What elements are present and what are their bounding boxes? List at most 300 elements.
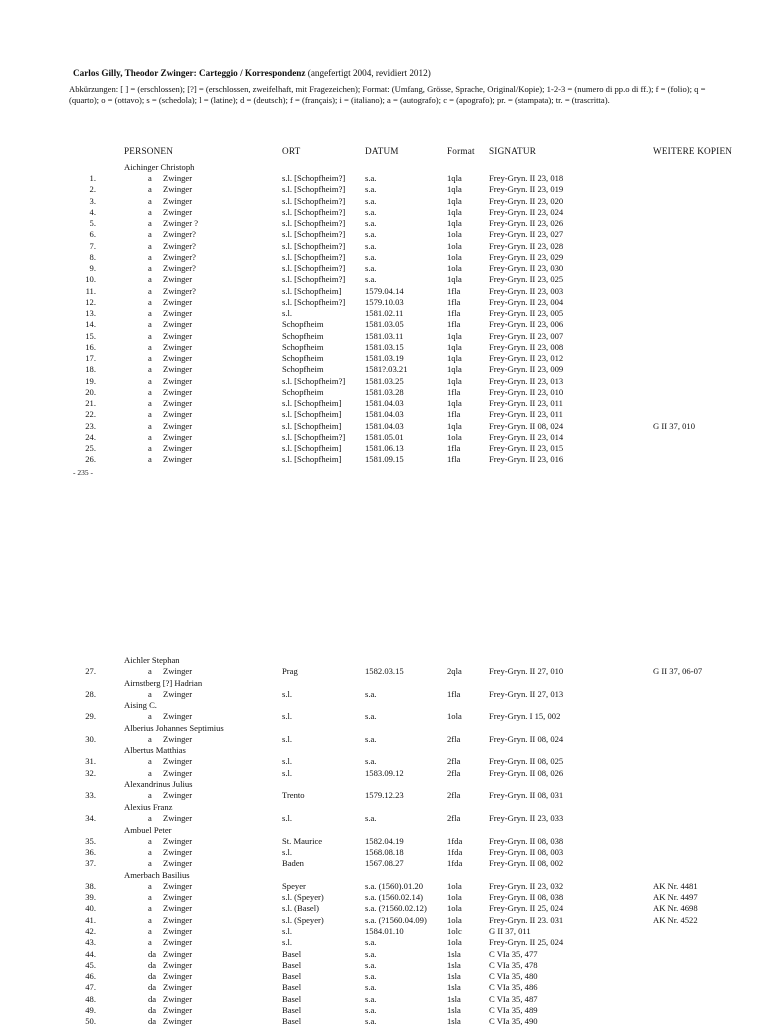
date-cell: 1584.01.10 bbox=[365, 925, 404, 936]
signature-cell: Frey-Gryn. II 23, 020 bbox=[489, 195, 564, 206]
place-cell: Basel bbox=[282, 1005, 302, 1015]
table-row bbox=[0, 229, 768, 240]
table-row bbox=[0, 421, 768, 432]
table-row bbox=[0, 892, 768, 903]
signature-cell: Frey-Gryn. II 23, 011 bbox=[489, 398, 563, 408]
signature-cell: Frey-Gryn. II 23, 005 bbox=[489, 308, 564, 318]
recipient: Zwinger bbox=[163, 903, 193, 914]
table-row bbox=[0, 331, 768, 342]
table-row bbox=[0, 454, 768, 465]
entry-number: 10. bbox=[85, 274, 96, 285]
date-cell: 1581.02.11 bbox=[365, 308, 404, 318]
table-row bbox=[0, 813, 768, 824]
entry-number: 27. bbox=[85, 666, 96, 676]
place-cell: s.l. bbox=[282, 937, 293, 948]
recipient: Zwinger bbox=[163, 330, 193, 341]
table-row bbox=[0, 218, 768, 229]
signature-cell: Frey-Gryn. II 23, 033 bbox=[489, 812, 564, 823]
format-cell: 2fla bbox=[447, 790, 461, 801]
place-cell: s.l. [Schopfheim?] bbox=[282, 296, 346, 307]
format-cell: 1fla bbox=[447, 443, 461, 453]
date-cell: s.a. bbox=[365, 274, 377, 285]
format-cell: 1ola bbox=[447, 880, 462, 891]
table-row bbox=[0, 196, 768, 207]
place-cell: s.l. bbox=[282, 711, 293, 722]
date-cell: s.a. bbox=[365, 229, 377, 240]
date-cell: 1568.08.18 bbox=[365, 846, 404, 857]
place-cell: s.l. bbox=[282, 812, 293, 823]
date-cell: s.a. bbox=[365, 733, 377, 744]
date-cell: 1581.06.13 bbox=[365, 443, 404, 453]
recipient-prefix: a bbox=[148, 251, 152, 262]
signature-cell: Frey-Gryn. II 23, 025 bbox=[489, 274, 564, 285]
column-header-ort: ORT bbox=[282, 146, 301, 156]
entry-number: 8. bbox=[89, 251, 96, 262]
format-cell: 1ola bbox=[447, 892, 462, 902]
recipient-prefix: a bbox=[148, 274, 152, 285]
format-cell: 1ola bbox=[447, 937, 462, 948]
date-cell: s.a. bbox=[365, 173, 377, 183]
table-row bbox=[0, 994, 768, 1005]
format-cell: 1ola bbox=[447, 263, 462, 273]
table-row bbox=[0, 1016, 768, 1027]
entry-number: 38. bbox=[85, 880, 96, 891]
date-cell: s.a. bbox=[365, 971, 377, 982]
date-cell: s.a. bbox=[365, 263, 377, 273]
place-cell: St. Maurice bbox=[282, 835, 323, 846]
recipient: Zwinger? bbox=[163, 251, 196, 262]
date-cell: 1581.03.28 bbox=[365, 386, 404, 397]
format-cell: 1ola bbox=[447, 914, 462, 925]
table-row bbox=[0, 286, 768, 297]
format-cell: 1ola bbox=[447, 431, 462, 442]
table-row bbox=[0, 689, 768, 700]
recipient: Zwinger bbox=[163, 409, 193, 420]
date-cell: 1579.10.03 bbox=[365, 296, 404, 307]
signature-cell: Frey-Gryn. II 08, 038 bbox=[489, 892, 564, 902]
page-number: - 235 - bbox=[73, 468, 93, 477]
recipient-prefix: a bbox=[148, 296, 152, 307]
table-row bbox=[0, 297, 768, 308]
place-cell: s.l. [Schopfheim?] bbox=[282, 229, 346, 240]
recipient: Zwinger bbox=[163, 386, 193, 397]
place-cell: s.l. [Schopfheim?] bbox=[282, 431, 346, 442]
entry-number: 29. bbox=[85, 711, 96, 722]
recipient-prefix: da bbox=[148, 959, 157, 970]
copies-cell: AK Nr. 4481 bbox=[653, 880, 698, 891]
format-cell: 1ola bbox=[447, 229, 462, 240]
recipient: Zwinger bbox=[163, 420, 193, 431]
format-cell: 1fla bbox=[447, 308, 461, 318]
format-cell: 1ola bbox=[447, 251, 462, 262]
format-cell: 1ola bbox=[447, 240, 462, 251]
recipient: Zwinger ? bbox=[163, 218, 199, 228]
recipient: Zwinger bbox=[163, 948, 193, 959]
entry-number: 11. bbox=[85, 285, 96, 296]
recipient-prefix: a bbox=[148, 375, 152, 386]
recipient: Zwinger bbox=[163, 959, 193, 970]
recipient: Zwinger bbox=[163, 688, 193, 699]
place-cell: s.l. bbox=[282, 767, 293, 778]
entry-number: 42. bbox=[85, 925, 96, 936]
format-cell: 1sla bbox=[447, 971, 461, 982]
format-cell: 1fla bbox=[447, 296, 461, 307]
entry-number: 41. bbox=[85, 914, 96, 925]
recipient-prefix: da bbox=[148, 982, 157, 993]
recipient: Zwinger bbox=[163, 835, 193, 846]
recipient-prefix: a bbox=[148, 386, 152, 397]
table-row bbox=[0, 666, 768, 677]
recipient-prefix: a bbox=[148, 431, 152, 442]
table-row bbox=[0, 241, 768, 252]
format-cell: 1sla bbox=[447, 1016, 461, 1027]
date-cell: s.a. (?1560.04.09) bbox=[365, 914, 427, 925]
place-cell: Schopfheim bbox=[282, 364, 324, 375]
recipient: Zwinger bbox=[163, 858, 193, 869]
column-header-signatur: SIGNATUR bbox=[489, 146, 537, 156]
recipient-prefix: a bbox=[148, 846, 152, 857]
format-cell: 1qla bbox=[447, 206, 462, 217]
signature-cell: Frey-Gryn. II 23, 019 bbox=[489, 184, 564, 195]
signature-cell: C VIa 35, 480 bbox=[489, 971, 538, 982]
place-cell: Basel bbox=[282, 1016, 302, 1027]
table-row bbox=[0, 443, 768, 454]
recipient: Zwinger bbox=[163, 812, 193, 823]
signature-cell: Frey-Gryn. II 08, 024 bbox=[489, 733, 564, 744]
date-cell: s.a. bbox=[365, 688, 377, 699]
format-cell: 1qla bbox=[447, 341, 462, 352]
signature-cell: C VIa 35, 477 bbox=[489, 948, 538, 959]
table-row bbox=[0, 398, 768, 409]
table-row bbox=[0, 308, 768, 319]
place-cell: Basel bbox=[282, 982, 302, 993]
date-cell: 1581.03.15 bbox=[365, 341, 404, 352]
recipient-prefix: a bbox=[148, 285, 152, 296]
signature-cell: Frey-Gryn. II 25, 024 bbox=[489, 937, 564, 948]
date-cell: 1581?.03.21 bbox=[365, 364, 408, 375]
date-cell: s.a. bbox=[365, 1016, 377, 1027]
format-cell: 1qla bbox=[447, 330, 462, 341]
entry-number: 46. bbox=[85, 971, 96, 982]
table-row bbox=[0, 319, 768, 330]
table-row bbox=[0, 903, 768, 914]
place-cell: Prag bbox=[282, 666, 298, 676]
recipient-prefix: a bbox=[148, 443, 152, 453]
recipient-prefix: a bbox=[148, 206, 152, 217]
recipient: Zwinger bbox=[163, 1005, 193, 1015]
person-name: Aichinger Christoph bbox=[124, 162, 195, 172]
date-cell: s.a. bbox=[365, 218, 377, 228]
table-row bbox=[0, 915, 768, 926]
recipient-prefix: a bbox=[148, 409, 152, 420]
person-name: Alexius Franz bbox=[124, 801, 173, 812]
recipient-prefix: a bbox=[148, 688, 152, 699]
place-cell: s.l. bbox=[282, 733, 293, 744]
column-header-format: Format bbox=[447, 146, 475, 156]
signature-cell: Frey-Gryn. II 23, 010 bbox=[489, 386, 564, 397]
date-cell: s.a. (1560).01.20 bbox=[365, 880, 423, 891]
place-cell: Trento bbox=[282, 790, 305, 801]
signature-cell: Frey-Gryn. II 23, 030 bbox=[489, 263, 564, 273]
entry-number: 45. bbox=[85, 959, 96, 970]
signature-cell: Frey-Gryn. II 23, 032 bbox=[489, 880, 564, 891]
format-cell: 1fla bbox=[447, 386, 461, 397]
recipient: Zwinger bbox=[163, 398, 193, 408]
date-cell: s.a. bbox=[365, 195, 377, 206]
person-name: Albertus Matthias bbox=[124, 745, 186, 756]
place-cell: s.l. [Schopfheim] bbox=[282, 285, 342, 296]
date-cell: s.a. bbox=[365, 206, 377, 217]
date-cell: 1583.09.12 bbox=[365, 767, 404, 778]
date-cell: s.a. bbox=[365, 937, 377, 948]
date-cell: s.a. bbox=[365, 251, 377, 262]
recipient-prefix: a bbox=[148, 240, 152, 251]
format-cell: 1fla bbox=[447, 409, 461, 420]
entry-number: 18. bbox=[85, 364, 96, 375]
recipient-prefix: da bbox=[148, 948, 157, 959]
table-row bbox=[0, 971, 768, 982]
place-cell: s.l. bbox=[282, 925, 293, 936]
signature-cell: Frey-Gryn. II 08, 026 bbox=[489, 767, 564, 778]
format-cell: 1qla bbox=[447, 364, 462, 375]
recipient-prefix: a bbox=[148, 903, 152, 914]
recipient: Zwinger bbox=[163, 914, 193, 925]
table-row bbox=[0, 949, 768, 960]
date-cell: 1581.05.01 bbox=[365, 431, 404, 442]
recipient: Zwinger bbox=[163, 296, 193, 307]
signature-cell: Frey-Gryn. II 25, 024 bbox=[489, 903, 564, 914]
signature-cell: Frey-Gryn. I 15, 002 bbox=[489, 711, 561, 722]
recipient-prefix: a bbox=[148, 858, 152, 869]
column-header-datum: DATUM bbox=[365, 146, 399, 156]
date-cell: s.a. bbox=[365, 993, 377, 1004]
format-cell: 1qla bbox=[447, 398, 462, 408]
recipient: Zwinger bbox=[163, 666, 193, 676]
recipient-prefix: a bbox=[148, 812, 152, 823]
recipient: Zwinger bbox=[163, 711, 193, 722]
date-cell: 1581.03.11 bbox=[365, 330, 404, 341]
place-cell: s.l. (Basel) bbox=[282, 903, 319, 914]
format-cell: 1fda bbox=[447, 835, 463, 846]
recipient: Zwinger bbox=[163, 341, 193, 352]
recipient-prefix: a bbox=[148, 937, 152, 948]
format-cell: 2fla bbox=[447, 812, 461, 823]
recipient-prefix: a bbox=[148, 218, 152, 228]
date-cell: s.a. bbox=[365, 756, 377, 767]
recipient-prefix: a bbox=[148, 756, 152, 767]
place-cell: Schopfheim bbox=[282, 386, 324, 397]
date-cell: 1582.03.15 bbox=[365, 666, 404, 676]
recipient-prefix: a bbox=[148, 711, 152, 722]
signature-cell: Frey-Gryn. II 08, 025 bbox=[489, 756, 564, 767]
document-title-main: Carlos Gilly, Theodor Zwinger: Carteggio / Korrespondenz bbox=[73, 68, 306, 78]
signature-cell: Frey-Gryn. II 08, 031 bbox=[489, 790, 564, 801]
format-cell: 1qla bbox=[447, 184, 462, 195]
format-cell: 1qla bbox=[447, 195, 462, 206]
signature-cell: Frey-Gryn. II 23, 009 bbox=[489, 364, 564, 375]
person-name: Alexandrinus Julius bbox=[124, 779, 193, 790]
entry-number: 19. bbox=[85, 375, 96, 386]
recipient-prefix: a bbox=[148, 398, 152, 408]
place-cell: s.l. bbox=[282, 688, 293, 699]
date-cell: 1581.03.25 bbox=[365, 375, 404, 386]
date-cell: 1581.04.03 bbox=[365, 409, 404, 420]
format-cell: 1fda bbox=[447, 858, 463, 869]
table-row bbox=[0, 858, 768, 869]
entry-number: 24. bbox=[85, 431, 96, 442]
table-row bbox=[0, 252, 768, 263]
recipient-prefix: a bbox=[148, 790, 152, 801]
abbreviations-legend: Abkürzungen: [ ] = (erschlossen); [?] = (erschlossen, zweifelhaft, mit Fragezeichen); Format: (Umfang, Grösse, Sprache, Original/Kopie); 1-2-3 = (numero di pp.o di ff.); f = (folio); q = (quarto); o = (ottavo); s = (schedola); l = (latine); d = (deutsch); f = (français); i = (italiano); a = (autografo); c = (apografo); pr. = (stampata); tr. = (trascritta). bbox=[69, 84, 706, 106]
recipient-prefix: a bbox=[148, 173, 152, 183]
recipient: Zwinger? bbox=[163, 285, 196, 296]
format-cell: 1fla bbox=[447, 285, 461, 296]
recipient-prefix: da bbox=[148, 1005, 157, 1015]
recipient: Zwinger bbox=[163, 733, 193, 744]
recipient-prefix: a bbox=[148, 341, 152, 352]
date-cell: 1581.04.03 bbox=[365, 398, 404, 408]
entry-number: 12. bbox=[85, 296, 96, 307]
date-cell: s.a. (1560.02.14) bbox=[365, 892, 423, 902]
entry-number: 21. bbox=[85, 398, 96, 408]
entry-number: 3. bbox=[89, 195, 96, 206]
recipient: Zwinger bbox=[163, 353, 193, 363]
table-row bbox=[0, 756, 768, 767]
recipient: Zwinger bbox=[163, 184, 193, 195]
signature-cell: Frey-Gryn. II 23, 029 bbox=[489, 251, 564, 262]
date-cell: 1581.03.19 bbox=[365, 353, 404, 363]
recipient: Zwinger bbox=[163, 880, 193, 891]
table-row bbox=[0, 982, 768, 993]
signature-cell: Frey-Gryn. II 08, 024 bbox=[489, 420, 564, 431]
recipient-prefix: da bbox=[148, 971, 157, 982]
recipient: Zwinger bbox=[163, 937, 193, 948]
date-cell: s.a. (?1560.02.12) bbox=[365, 903, 427, 914]
format-cell: 1ola bbox=[447, 711, 462, 722]
recipient-prefix: da bbox=[148, 993, 157, 1004]
recipient: Zwinger bbox=[163, 274, 193, 285]
person-name: Alberius Johannes Septimius bbox=[124, 722, 224, 733]
format-cell: 1qla bbox=[447, 274, 462, 285]
entry-number: 28. bbox=[85, 688, 96, 699]
signature-cell: Frey-Gryn. II 23, 007 bbox=[489, 330, 564, 341]
entry-number: 2. bbox=[89, 184, 96, 195]
place-cell: Basel bbox=[282, 993, 302, 1004]
format-cell: 1qla bbox=[447, 353, 462, 363]
entry-number: 43. bbox=[85, 937, 96, 948]
recipient: Zwinger bbox=[163, 431, 193, 442]
table-row bbox=[0, 173, 768, 184]
place-cell: s.l. [Schopfheim] bbox=[282, 454, 342, 465]
column-header-personen: PERSONEN bbox=[124, 146, 174, 156]
format-cell: 1sla bbox=[447, 948, 461, 959]
recipient-prefix: a bbox=[148, 835, 152, 846]
table-row bbox=[0, 926, 768, 937]
signature-cell: Frey-Gryn. II 23, 006 bbox=[489, 319, 564, 330]
place-cell: s.l. [Schopfheim?] bbox=[282, 195, 346, 206]
date-cell: s.a. bbox=[365, 982, 377, 993]
signature-cell: C VIa 35, 478 bbox=[489, 959, 538, 970]
recipient-prefix: a bbox=[148, 364, 152, 375]
recipient-prefix: a bbox=[148, 914, 152, 925]
entry-number: 33. bbox=[85, 790, 96, 801]
signature-cell: C VIa 35, 489 bbox=[489, 1005, 538, 1015]
table-row bbox=[0, 836, 768, 847]
recipient: Zwinger bbox=[163, 375, 193, 386]
place-cell: s.l. bbox=[282, 308, 293, 318]
copies-cell: AK Nr. 4698 bbox=[653, 903, 698, 914]
format-cell: 1sla bbox=[447, 993, 461, 1004]
signature-cell: Frey-Gryn. II 23, 027 bbox=[489, 229, 564, 240]
date-cell: 1579.12.23 bbox=[365, 790, 404, 801]
entry-number: 39. bbox=[85, 892, 96, 902]
recipient: Zwinger bbox=[163, 195, 193, 206]
signature-cell: Frey-Gryn. II 23. 031 bbox=[489, 914, 564, 925]
place-cell: Schopfheim bbox=[282, 353, 324, 363]
table-row bbox=[0, 274, 768, 285]
format-cell: 2fla bbox=[447, 767, 461, 778]
signature-cell: Frey-Gryn. II 23, 024 bbox=[489, 206, 564, 217]
recipient-prefix: a bbox=[148, 733, 152, 744]
table-row bbox=[0, 881, 768, 892]
date-cell: 1581.09.15 bbox=[365, 454, 404, 465]
table-row bbox=[0, 409, 768, 420]
entry-number: 16. bbox=[85, 341, 96, 352]
recipient-prefix: a bbox=[148, 184, 152, 195]
recipient: Zwinger bbox=[163, 846, 193, 857]
signature-cell: Frey-Gryn. II 23, 011 bbox=[489, 409, 563, 420]
place-cell: Schopfheim bbox=[282, 319, 324, 330]
format-cell: 2qla bbox=[447, 666, 462, 676]
table-row bbox=[0, 937, 768, 948]
date-cell: s.a. bbox=[365, 812, 377, 823]
format-cell: 2fla bbox=[447, 756, 461, 767]
recipient-prefix: a bbox=[148, 229, 152, 240]
format-cell: 1olc bbox=[447, 925, 462, 936]
place-cell: Basel bbox=[282, 948, 302, 959]
signature-cell: C VIa 35, 490 bbox=[489, 1016, 538, 1027]
format-cell: 1sla bbox=[447, 1005, 461, 1015]
signature-cell: C VIa 35, 486 bbox=[489, 982, 538, 993]
place-cell: s.l. (Speyer) bbox=[282, 914, 324, 925]
entry-number: 37. bbox=[85, 858, 96, 869]
entry-number: 6. bbox=[89, 229, 96, 240]
place-cell: s.l. bbox=[282, 756, 293, 767]
table-row bbox=[0, 711, 768, 722]
recipient-prefix: a bbox=[148, 308, 152, 318]
signature-cell: Frey-Gryn. II 08, 003 bbox=[489, 846, 564, 857]
table-row bbox=[0, 734, 768, 745]
entry-number: 44. bbox=[85, 948, 96, 959]
recipient-prefix: a bbox=[148, 767, 152, 778]
date-cell: s.a. bbox=[365, 240, 377, 251]
format-cell: 1qla bbox=[447, 173, 462, 183]
recipient: Zwinger bbox=[163, 173, 193, 183]
entry-number: 30. bbox=[85, 733, 96, 744]
place-cell: s.l. [Schopfheim?] bbox=[282, 206, 346, 217]
signature-cell: Frey-Gryn. II 23, 015 bbox=[489, 443, 564, 453]
person-name: Amerbach Basilius bbox=[124, 869, 190, 880]
format-cell: 1qla bbox=[447, 218, 462, 228]
signature-cell: Frey-Gryn. II 23, 016 bbox=[489, 454, 564, 465]
recipient: Zwinger? bbox=[163, 263, 196, 273]
signature-cell: Frey-Gryn. II 23, 008 bbox=[489, 341, 564, 352]
recipient: Zwinger bbox=[163, 892, 193, 902]
date-cell: 1581.04.03 bbox=[365, 420, 404, 431]
place-cell: s.l. (Speyer) bbox=[282, 892, 324, 902]
recipient: Zwinger bbox=[163, 756, 193, 767]
recipient: Zwinger bbox=[163, 443, 193, 453]
